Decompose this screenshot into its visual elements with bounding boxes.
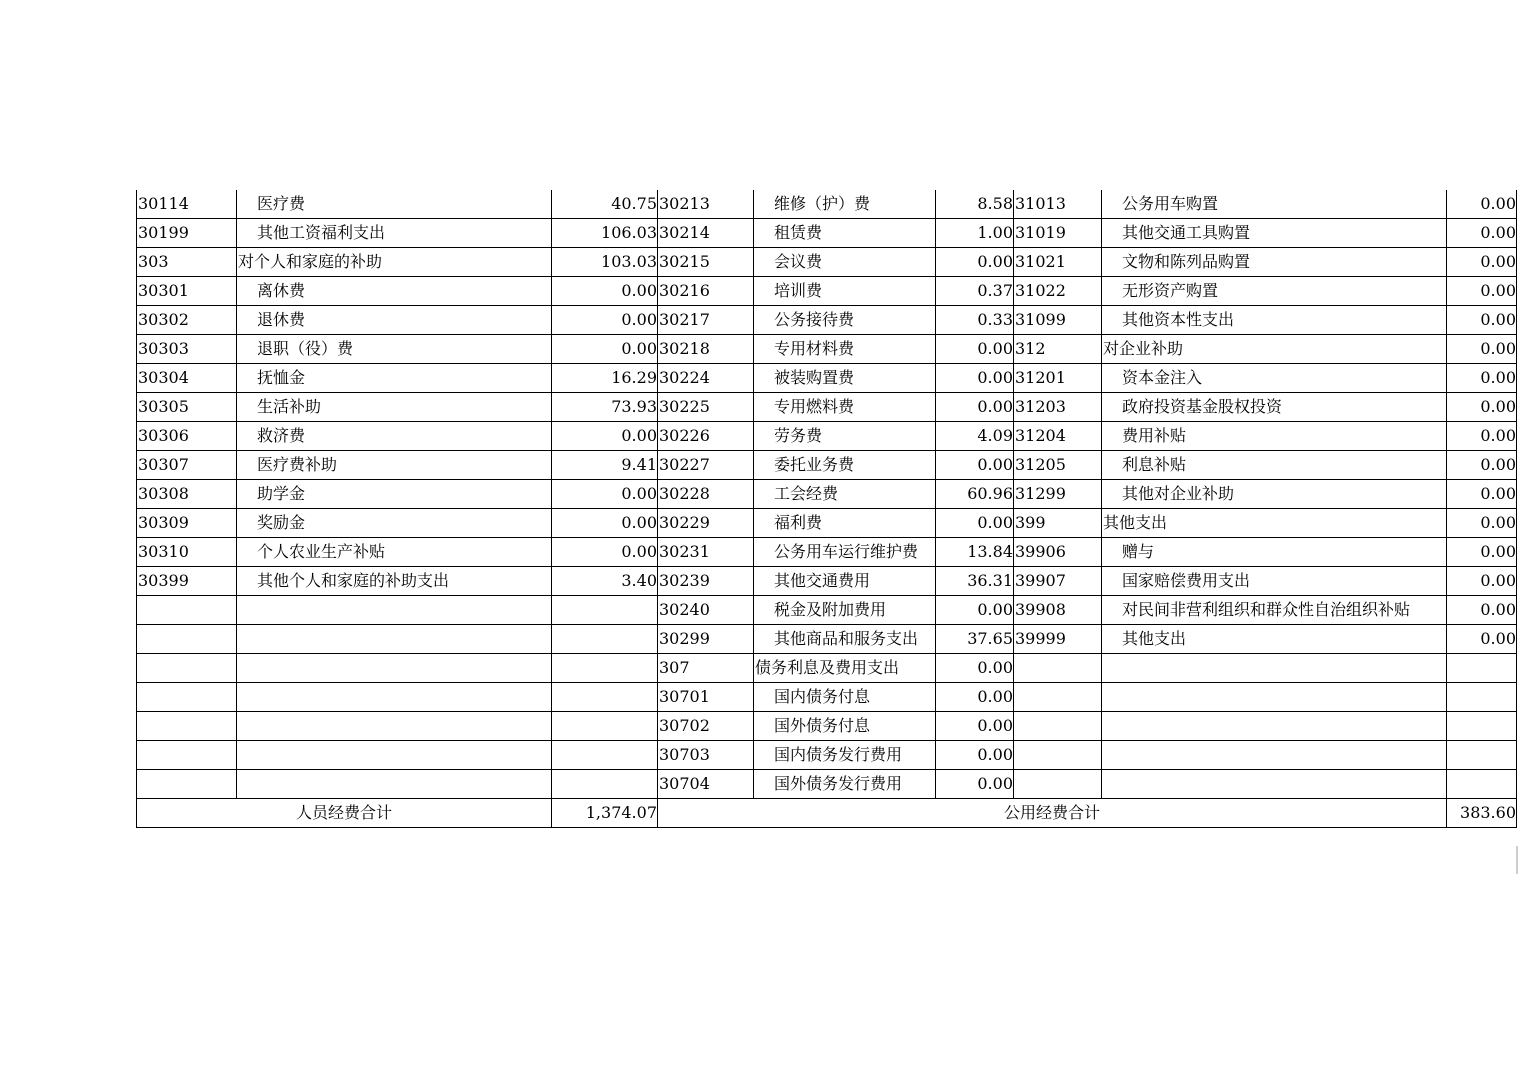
name-cell: 公务用车运行维护费 [754,538,936,567]
code-cell: 30305 [137,393,237,422]
code-cell [1014,770,1102,799]
table-row [137,741,1517,770]
name-cell: 其他交通工具购置 [1102,219,1447,248]
code-cell: 30307 [137,451,237,480]
amount-cell: 36.31 [936,567,1014,596]
code-cell: 30229 [658,509,754,538]
name-cell: 其他商品和服务支出 [754,625,936,654]
code-cell: 30701 [658,683,754,712]
name-cell: 对民间非营利组织和群众性自治组织补贴 [1102,596,1447,625]
table-row [137,306,1517,335]
code-cell: 30301 [137,277,237,306]
code-cell [137,712,237,741]
name-cell [237,770,552,799]
amount-cell [552,596,658,625]
table-row [137,480,1517,509]
amount-cell: 1.00 [936,219,1014,248]
code-cell: 39999 [1014,625,1102,654]
code-cell: 30304 [137,364,237,393]
name-cell [1102,741,1447,770]
table-row [137,248,1517,277]
code-cell [137,683,237,712]
amount-cell: 13.84 [936,538,1014,567]
amount-cell: 60.96 [936,480,1014,509]
amount-cell: 0.00 [1447,538,1517,567]
name-cell: 专用材料费 [754,335,936,364]
name-cell: 抚恤金 [237,364,552,393]
table-row [137,567,1517,596]
amount-cell: 0.00 [1447,277,1517,306]
amount-cell: 0.00 [936,509,1014,538]
code-cell: 31099 [1014,306,1102,335]
table-row [137,219,1517,248]
amount-cell: 0.00 [1447,248,1517,277]
code-cell: 31021 [1014,248,1102,277]
amount-cell: 0.00 [936,654,1014,683]
code-cell: 31205 [1014,451,1102,480]
name-cell: 其他个人和家庭的补助支出 [237,567,552,596]
name-cell: 其他工资福利支出 [237,219,552,248]
code-cell [1014,683,1102,712]
code-cell: 30310 [137,538,237,567]
code-cell: 39908 [1014,596,1102,625]
code-cell [1014,741,1102,770]
name-cell: 资本金注入 [1102,364,1447,393]
name-cell: 离休费 [237,277,552,306]
name-cell: 助学金 [237,480,552,509]
table-row [137,190,1517,219]
code-cell: 30226 [658,422,754,451]
amount-cell: 103.03 [552,248,658,277]
amount-cell: 0.00 [1447,422,1517,451]
table-row [137,683,1517,712]
code-cell: 30217 [658,306,754,335]
amount-cell [1447,741,1517,770]
name-cell: 其他交通费用 [754,567,936,596]
table-row [137,770,1517,799]
code-cell: 30240 [658,596,754,625]
amount-cell: 0.00 [1447,190,1517,219]
amount-cell: 37.65 [936,625,1014,654]
amount-cell: 0.00 [1447,306,1517,335]
amount-cell: 0.00 [936,683,1014,712]
amount-cell: 0.00 [1447,335,1517,364]
code-cell: 30227 [658,451,754,480]
name-cell: 国家赔偿费用支出 [1102,567,1447,596]
name-cell [1102,712,1447,741]
name-cell: 被装购置费 [754,364,936,393]
table-row [137,712,1517,741]
name-cell: 债务利息及费用支出 [754,654,936,683]
code-cell: 30215 [658,248,754,277]
name-cell [237,683,552,712]
table-row [137,393,1517,422]
name-cell [237,712,552,741]
name-cell: 委托业务费 [754,451,936,480]
table-body [137,190,1517,799]
amount-cell: 0.00 [552,335,658,364]
table-row [137,364,1517,393]
code-cell: 30224 [658,364,754,393]
amount-cell: 0.00 [1447,219,1517,248]
amount-cell: 0.00 [1447,567,1517,596]
table-row [137,625,1517,654]
name-cell: 劳务费 [754,422,936,451]
name-cell: 奖励金 [237,509,552,538]
name-cell: 个人农业生产补贴 [237,538,552,567]
amount-cell: 0.00 [936,712,1014,741]
code-cell: 30306 [137,422,237,451]
code-cell: 30225 [658,393,754,422]
name-cell: 对企业补助 [1102,335,1447,364]
amount-cell: 0.00 [1447,393,1517,422]
table-row [137,422,1517,451]
name-cell: 无形资产购置 [1102,277,1447,306]
amount-cell [1447,683,1517,712]
amount-cell: 73.93 [552,393,658,422]
name-cell: 专用燃料费 [754,393,936,422]
code-cell: 30399 [137,567,237,596]
page-edge-mark [1516,846,1518,874]
table-row [137,335,1517,364]
code-cell: 31022 [1014,277,1102,306]
public-total-label: 公用经费合计 [658,799,1447,828]
code-cell [137,770,237,799]
code-cell [137,596,237,625]
code-cell: 30702 [658,712,754,741]
code-cell: 31203 [1014,393,1102,422]
table-row [137,538,1517,567]
name-cell: 国外债务付息 [754,712,936,741]
public-total-amount: 383.60 [1447,799,1517,828]
amount-cell: 0.00 [936,741,1014,770]
code-cell: 30308 [137,480,237,509]
amount-cell: 4.09 [936,422,1014,451]
amount-cell: 0.00 [1447,625,1517,654]
name-cell: 费用补贴 [1102,422,1447,451]
code-cell: 30704 [658,770,754,799]
amount-cell: 0.00 [1447,451,1517,480]
code-cell: 303 [137,248,237,277]
table-row [137,596,1517,625]
amount-cell [1447,654,1517,683]
name-cell [237,596,552,625]
table-row [137,654,1517,683]
name-cell: 医疗费 [237,190,552,219]
amount-cell: 0.00 [552,422,658,451]
name-cell: 国外债务发行费用 [754,770,936,799]
table-row [137,509,1517,538]
amount-cell: 0.00 [1447,480,1517,509]
amount-cell: 0.33 [936,306,1014,335]
amount-cell: 9.41 [552,451,658,480]
code-cell: 30114 [137,190,237,219]
amount-cell: 0.00 [552,277,658,306]
amount-cell [552,770,658,799]
code-cell: 39906 [1014,538,1102,567]
personnel-total-amount: 1,374.07 [552,799,658,828]
code-cell: 31013 [1014,190,1102,219]
name-cell: 税金及附加费用 [754,596,936,625]
personnel-total-label: 人员经费合计 [137,799,552,828]
amount-cell: 40.75 [552,190,658,219]
name-cell: 福利费 [754,509,936,538]
amount-cell: 0.00 [936,596,1014,625]
name-cell: 利息补贴 [1102,451,1447,480]
code-cell: 30302 [137,306,237,335]
code-cell: 307 [658,654,754,683]
amount-cell: 0.00 [936,770,1014,799]
code-cell: 30299 [658,625,754,654]
amount-cell: 0.00 [552,480,658,509]
code-cell: 30199 [137,219,237,248]
amount-cell: 0.37 [936,277,1014,306]
name-cell: 其他资本性支出 [1102,306,1447,335]
code-cell: 39907 [1014,567,1102,596]
name-cell: 退休费 [237,306,552,335]
name-cell: 医疗费补助 [237,451,552,480]
name-cell: 会议费 [754,248,936,277]
name-cell [237,654,552,683]
name-cell: 公务接待费 [754,306,936,335]
code-cell: 30239 [658,567,754,596]
name-cell: 对个人和家庭的补助 [237,248,552,277]
name-cell: 其他支出 [1102,509,1447,538]
amount-cell [552,625,658,654]
code-cell: 312 [1014,335,1102,364]
amount-cell: 0.00 [936,393,1014,422]
amount-cell: 0.00 [1447,364,1517,393]
code-cell [1014,654,1102,683]
expenditure-table [136,190,1517,828]
name-cell: 生活补助 [237,393,552,422]
amount-cell: 0.00 [1447,596,1517,625]
code-cell [137,654,237,683]
code-cell: 30228 [658,480,754,509]
amount-cell: 106.03 [552,219,658,248]
code-cell: 30703 [658,741,754,770]
amount-cell: 0.00 [552,509,658,538]
amount-cell: 0.00 [936,335,1014,364]
table-row [137,277,1517,306]
code-cell: 30216 [658,277,754,306]
amount-cell: 8.58 [936,190,1014,219]
code-cell: 30231 [658,538,754,567]
name-cell: 公务用车购置 [1102,190,1447,219]
code-cell: 30213 [658,190,754,219]
code-cell [137,625,237,654]
name-cell [1102,654,1447,683]
amount-cell: 0.00 [936,364,1014,393]
amount-cell [552,654,658,683]
name-cell [1102,683,1447,712]
code-cell: 31019 [1014,219,1102,248]
name-cell: 其他支出 [1102,625,1447,654]
name-cell: 政府投资基金股权投资 [1102,393,1447,422]
name-cell [1102,770,1447,799]
name-cell: 文物和陈列品购置 [1102,248,1447,277]
name-cell: 租赁费 [754,219,936,248]
amount-cell: 0.00 [936,248,1014,277]
table-row [137,451,1517,480]
amount-cell: 0.00 [552,538,658,567]
code-cell: 399 [1014,509,1102,538]
name-cell: 其他对企业补助 [1102,480,1447,509]
amount-cell: 3.40 [552,567,658,596]
code-cell: 30303 [137,335,237,364]
totals-row [137,799,1517,828]
name-cell: 救济费 [237,422,552,451]
name-cell [237,741,552,770]
code-cell: 31201 [1014,364,1102,393]
name-cell: 工会经费 [754,480,936,509]
code-cell: 30214 [658,219,754,248]
name-cell: 维修（护）费 [754,190,936,219]
amount-cell: 0.00 [936,451,1014,480]
name-cell: 退职（役）费 [237,335,552,364]
code-cell [137,741,237,770]
code-cell: 30218 [658,335,754,364]
code-cell: 31204 [1014,422,1102,451]
name-cell: 国内债务付息 [754,683,936,712]
amount-cell [1447,770,1517,799]
name-cell: 赠与 [1102,538,1447,567]
code-cell: 31299 [1014,480,1102,509]
amount-cell: 0.00 [552,306,658,335]
name-cell: 国内债务发行费用 [754,741,936,770]
amount-cell: 0.00 [1447,509,1517,538]
amount-cell [552,712,658,741]
name-cell: 培训费 [754,277,936,306]
amount-cell [1447,712,1517,741]
amount-cell: 16.29 [552,364,658,393]
code-cell: 30309 [137,509,237,538]
code-cell [1014,712,1102,741]
name-cell [237,625,552,654]
amount-cell [552,741,658,770]
amount-cell [552,683,658,712]
